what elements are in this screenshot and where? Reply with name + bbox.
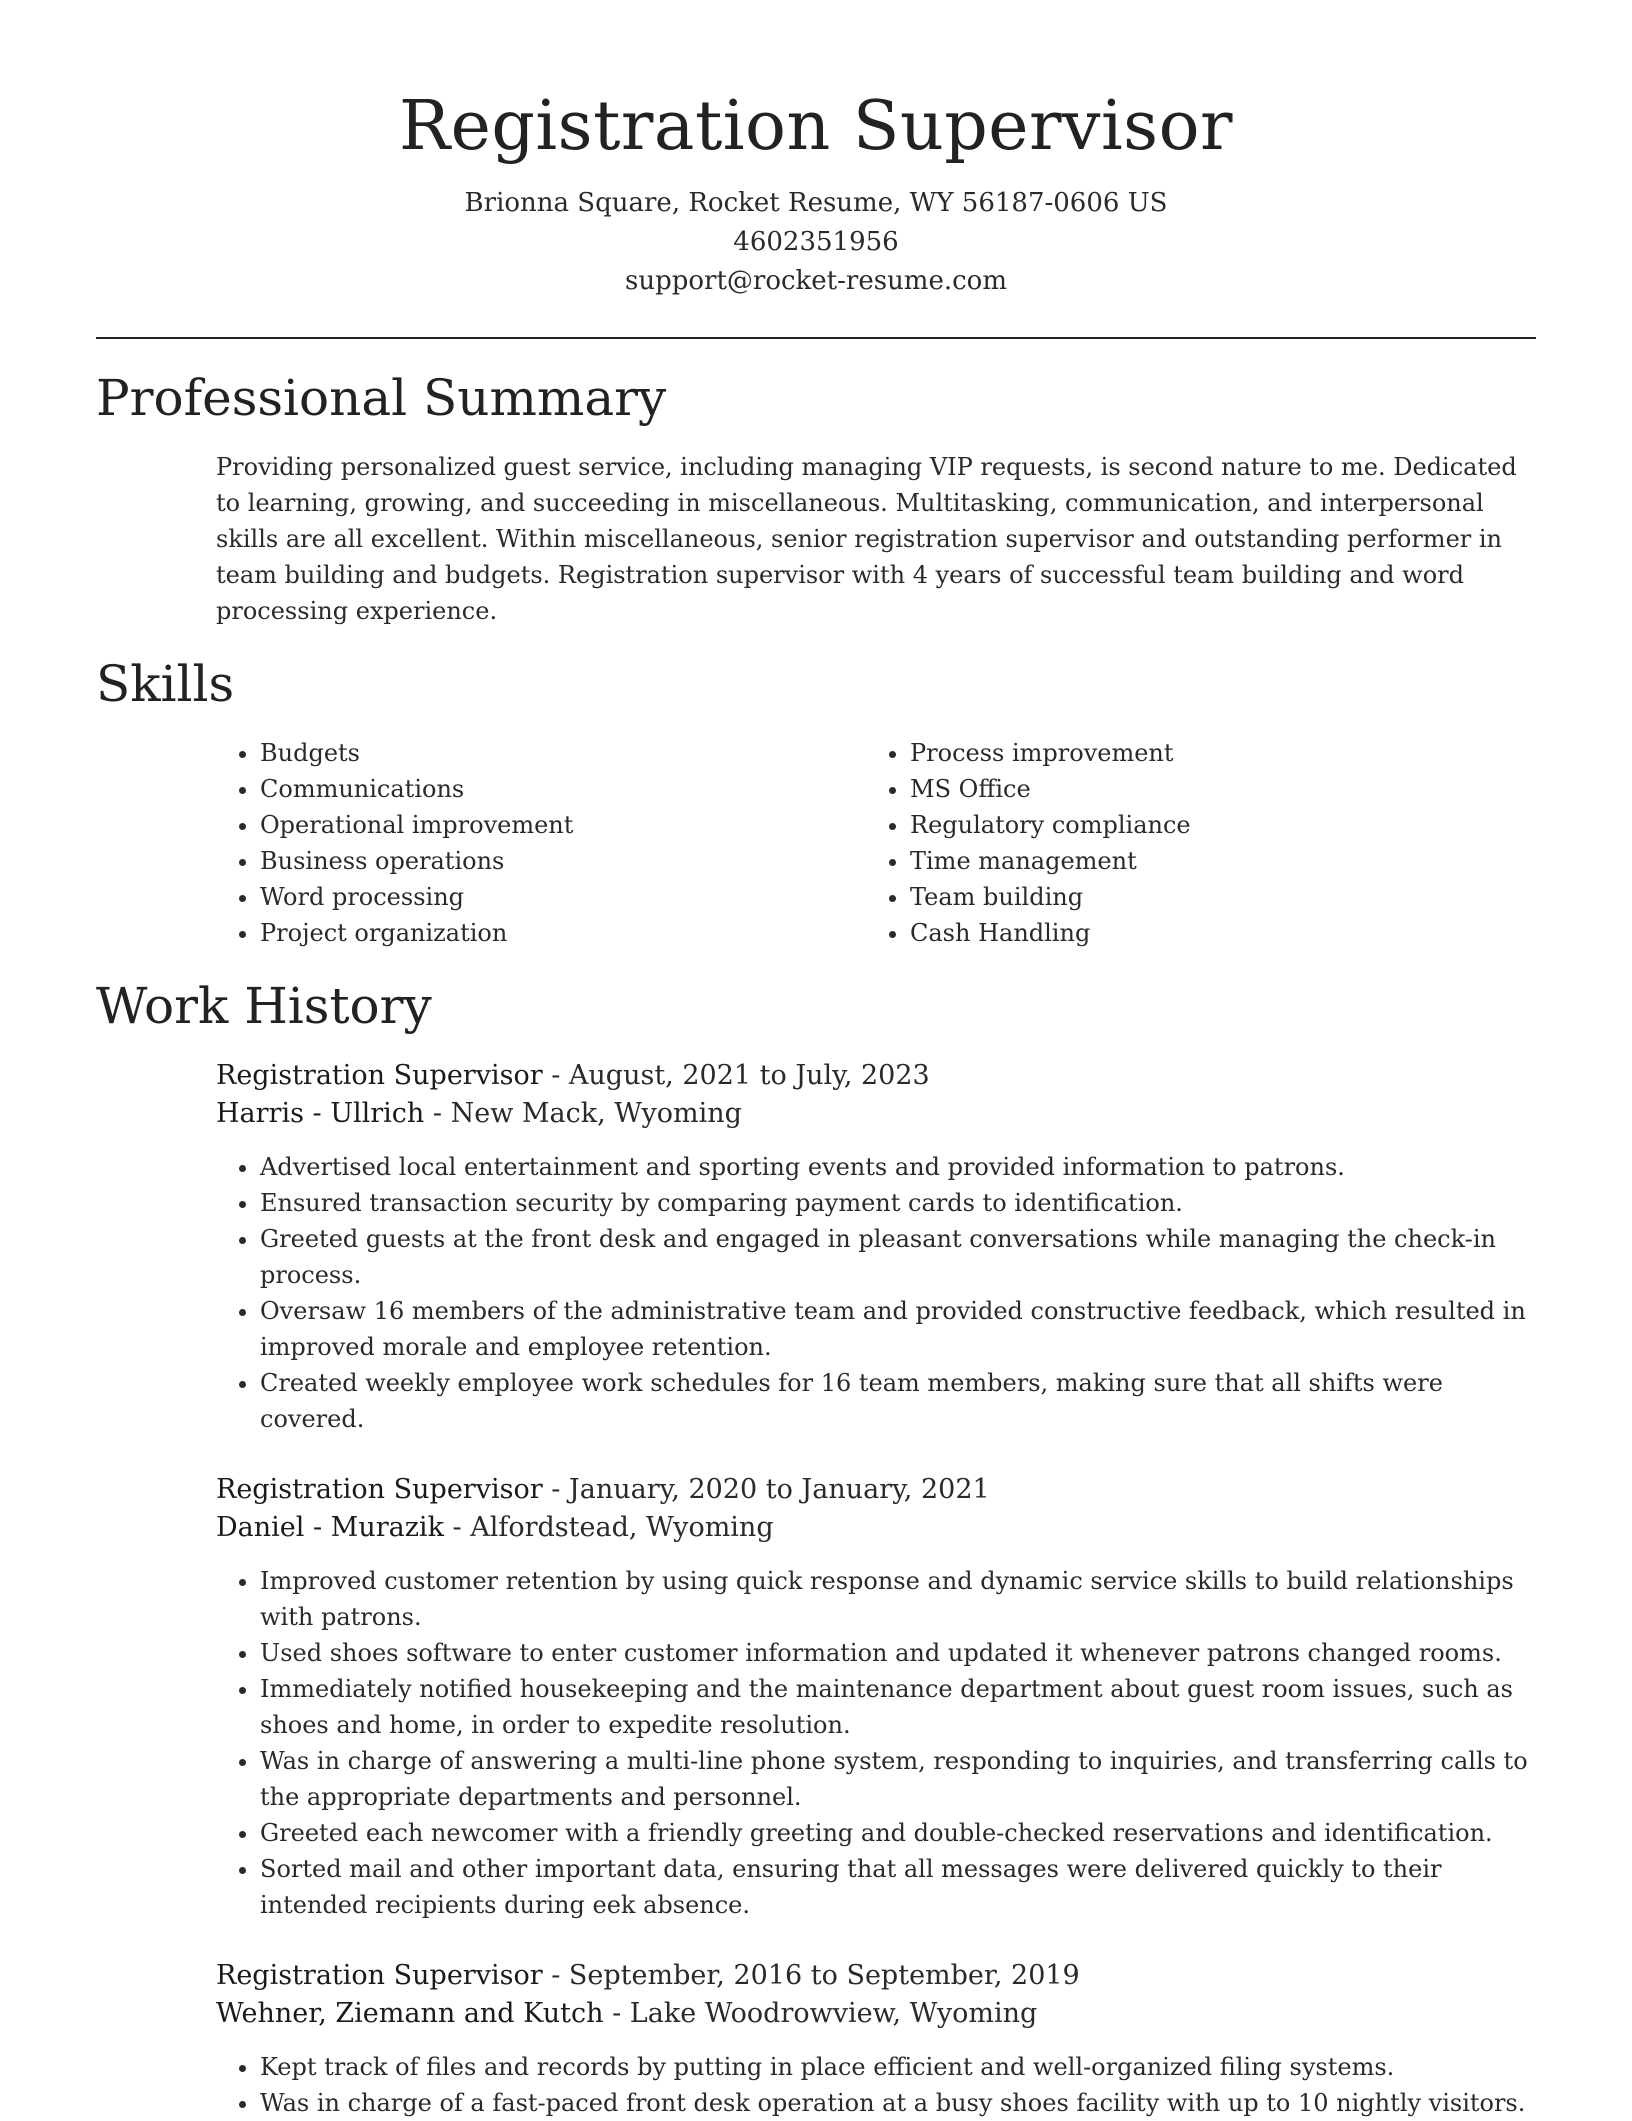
job-dates: - August, 2021 to July, 2023 (542, 1060, 930, 1091)
skill-item: • Team building (910, 879, 1516, 915)
resume-header (96, 0, 1536, 301)
contact-address: Brionna Square, Rocket Resume, WY 56187-0606 US (464, 188, 1168, 218)
job-bullet: • Ensured transaction security by comparing payment cards to identification. (260, 1185, 1536, 1221)
work-section (96, 975, 1536, 2121)
contact-email: support@rocket-resume.com (624, 266, 1007, 296)
job-bullet: • Oversaw 16 members of the administrative team and provided constructive feedback, which resulted in improved morale and employee retention. (260, 1293, 1536, 1365)
job-entry (216, 1957, 1536, 2121)
job-role: Registration Supervisor (216, 1060, 543, 1091)
job-entry (216, 1471, 1536, 1923)
summary-body (216, 449, 1536, 629)
skills-title: Skills (96, 655, 235, 713)
job-bullets (216, 2049, 1536, 2121)
skill-item: • Time management (910, 843, 1516, 879)
job-company: Daniel - Murazik (216, 1512, 444, 1543)
job-title-line (216, 1957, 1536, 1995)
skill-item: • Word processing (260, 879, 866, 915)
job-bullet: • Kept track of files and records by putting in place efficient and well-organized filing systems. (260, 2049, 1536, 2085)
summary-text: Providing personalized guest service, including managing VIP requests, is second nature to me. Dedicated to learning, growing, and succeeding in miscellaneous. Multitasking, communication, and interpersonal skills are all excellent. Within miscellaneous, senior registration supervisor and outstanding performer in team building and budgets. Registration supervisor with 4 years of successful team building and word processing experience. (216, 453, 1517, 625)
job-entry (216, 1057, 1536, 1437)
job-title-line (216, 1471, 1536, 1509)
header-divider (96, 337, 1536, 339)
skill-item: • MS Office (910, 771, 1516, 807)
job-dates: - September, 2016 to September, 2019 (542, 1960, 1080, 1991)
job-bullet: • Immediately notified housekeeping and the maintenance department about guest room issues, such as shoes and home, in order to expedite resolution. (260, 1671, 1536, 1743)
skills-list-right (866, 735, 1516, 951)
job-bullet: • Sorted mail and other important data, ensuring that all messages were delivered quickly to their intended recipients during eek absence. (260, 1851, 1536, 1923)
skill-item: • Communications (260, 771, 866, 807)
job-bullet: • Used shoes software to enter customer information and updated it whenever patrons changed rooms. (260, 1635, 1536, 1671)
job-bullet: • Improved customer retention by using quick response and dynamic service skills to build relationships with patrons. (260, 1563, 1536, 1635)
resume-page (96, 0, 1536, 2121)
job-bullet: • Created weekly employee work schedules for 16 team members, making sure that all shifts were covered. (260, 1365, 1536, 1437)
job-bullets (216, 1149, 1536, 1437)
job-dates: - January, 2020 to January, 2021 (542, 1474, 990, 1505)
summary-title: Professional Summary (96, 369, 667, 427)
job-bullets (216, 1563, 1536, 1923)
job-location: - New Mack, Wyoming (424, 1098, 742, 1129)
job-role: Registration Supervisor (216, 1960, 543, 1991)
job-company: Harris - Ullrich (216, 1098, 425, 1129)
skills-list-left (216, 735, 866, 951)
job-company-line (216, 1095, 1536, 1133)
job-location: - Lake Woodrowview, Wyoming (603, 1998, 1038, 2029)
work-title: Work History (96, 977, 432, 1035)
job-bullet: • Greeted each newcomer with a friendly greeting and double-checked reservations and identification. (260, 1815, 1536, 1851)
skill-item: • Cash Handling (910, 915, 1516, 951)
job-company: Wehner, Ziemann and Kutch (216, 1998, 604, 2029)
skills-grid (216, 735, 1536, 951)
skill-item: • Process improvement (910, 735, 1516, 771)
skill-item: • Business operations (260, 843, 866, 879)
skills-section (96, 653, 1536, 951)
job-company-line (216, 1995, 1536, 2033)
skill-item: • Operational improvement (260, 807, 866, 843)
skill-item: • Budgets (260, 735, 866, 771)
job-location: - Alfordstead, Wyoming (443, 1512, 774, 1543)
job-company-line (216, 1509, 1536, 1547)
skill-item: • Regulatory compliance (910, 807, 1516, 843)
summary-section (96, 367, 1536, 629)
job-bullet: • Greeted guests at the front desk and engaged in pleasant conversations while managing the check-in process. (260, 1221, 1536, 1293)
job-role: Registration Supervisor (216, 1474, 543, 1505)
job-bullet: • Was in charge of answering a multi-line phone system, responding to inquiries, and transferring calls to the appropriate departments and personnel. (260, 1743, 1536, 1815)
candidate-name: Registration Supervisor (398, 87, 1234, 166)
contact-block (96, 184, 1536, 301)
contact-phone: 4602351956 (733, 227, 899, 257)
skill-item: • Project organization (260, 915, 866, 951)
job-title-line (216, 1057, 1536, 1095)
job-bullet: • Advertised local entertainment and sporting events and provided information to patrons. (260, 1149, 1536, 1185)
job-bullet: • Was in charge of a fast-paced front desk operation at a busy shoes facility with up to 10 nightly visitors. (260, 2085, 1536, 2121)
